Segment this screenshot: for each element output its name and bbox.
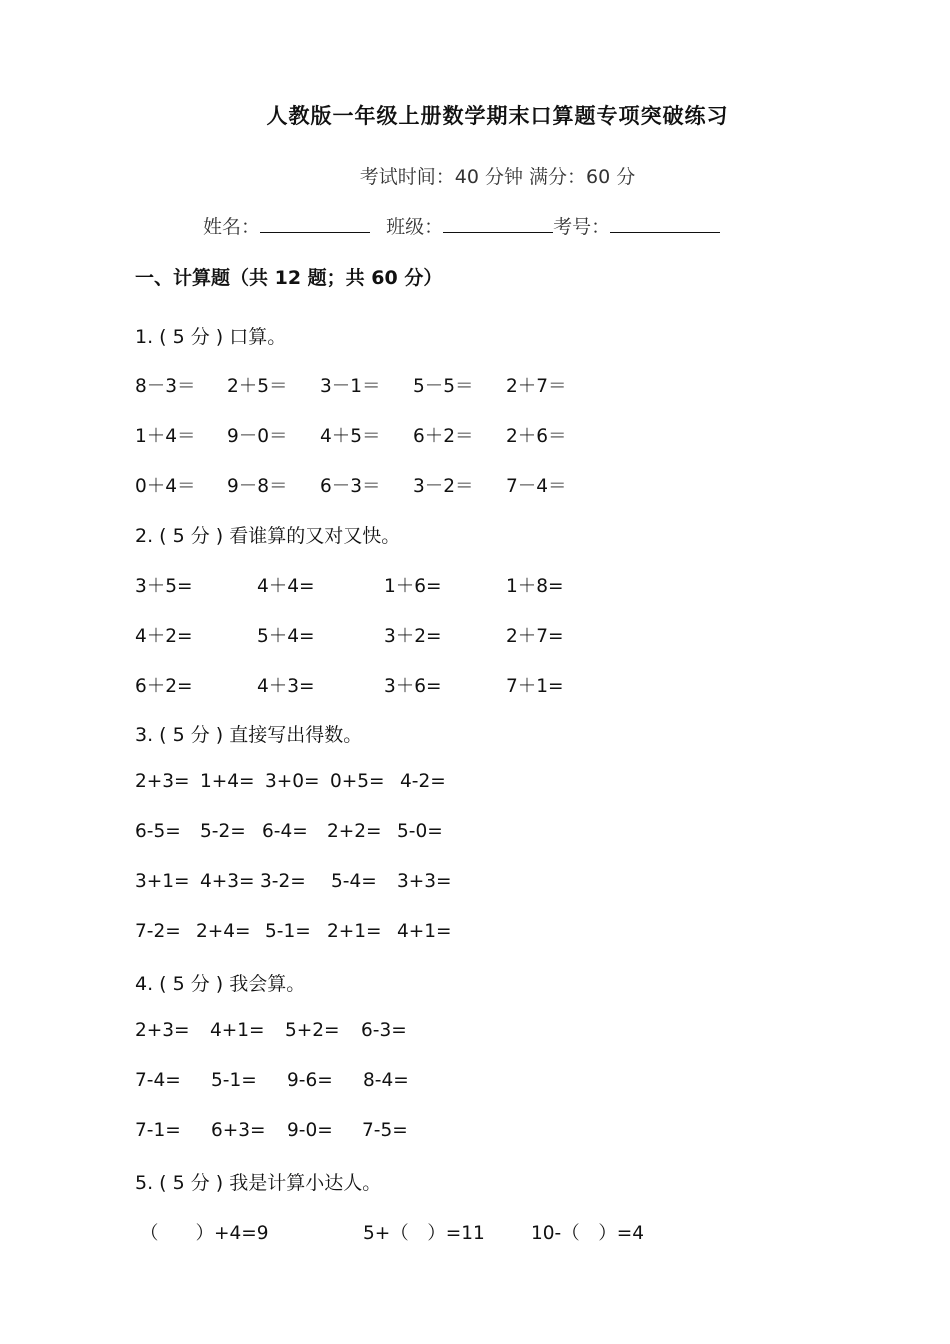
problem: 2+1=	[327, 921, 382, 942]
page-title: 人教版一年级上册数学期末口算题专项突破练习	[266, 104, 729, 128]
question-5-label: 5. ( 5 分 ) 我是计算小达人。	[135, 1172, 382, 1194]
problem: 5－5＝	[413, 376, 474, 397]
problem: 3＋5=	[135, 576, 193, 597]
problem: 2＋7=	[506, 626, 564, 647]
problem: 5-1=	[265, 921, 311, 942]
student-info-fields	[203, 212, 730, 239]
problem: 4+3=	[200, 871, 255, 892]
problem: 3+3=	[397, 871, 452, 892]
problem: （ ）+4=9	[140, 1223, 269, 1244]
problem: 4+1=	[210, 1020, 265, 1041]
problem: 4+1=	[397, 921, 452, 942]
problem: 7-4=	[135, 1070, 181, 1091]
exam-number-blank[interactable]	[610, 214, 720, 233]
problem: 3－1＝	[320, 376, 381, 397]
name-blank[interactable]	[260, 214, 370, 233]
problem: 2+3=	[135, 771, 190, 792]
problem: 2＋5＝	[227, 376, 288, 397]
problem: 9－8＝	[227, 476, 288, 497]
question-3-label: 3. ( 5 分 ) 直接写出得数。	[135, 724, 363, 746]
question-1-label: 1. ( 5 分 ) 口算。	[135, 326, 287, 348]
problem: 5-1=	[211, 1070, 257, 1091]
problem: 6-5=	[135, 821, 181, 842]
problem: 5-0=	[397, 821, 443, 842]
problem: 1＋8=	[506, 576, 564, 597]
problem: 9-6=	[287, 1070, 333, 1091]
problem: 6-3=	[361, 1020, 407, 1041]
problem: 9－0＝	[227, 426, 288, 447]
problem: 3+1=	[135, 871, 190, 892]
question-2-label: 2. ( 5 分 ) 看谁算的又对又快。	[135, 525, 401, 547]
problem: 4＋3=	[257, 676, 315, 697]
problem: 7＋1=	[506, 676, 564, 697]
problem: 7-5=	[362, 1120, 408, 1141]
exam-info: 考试时间：40 分钟 满分：60 分	[359, 166, 636, 188]
problem: 2＋6＝	[506, 426, 567, 447]
class-blank[interactable]	[443, 214, 553, 233]
problem: 3＋6=	[384, 676, 442, 697]
problem: 4＋4=	[257, 576, 315, 597]
problem: 1＋6=	[384, 576, 442, 597]
name-label: 姓名：	[203, 216, 261, 238]
problem: 5＋4=	[257, 626, 315, 647]
problem: 6－3＝	[320, 476, 381, 497]
problem: 5+（ ）=11	[363, 1223, 485, 1244]
exam-number-label: 考号：	[553, 216, 611, 238]
problem: 6＋2＝	[413, 426, 474, 447]
problem: 6＋2=	[135, 676, 193, 697]
problem: 3-2=	[260, 871, 306, 892]
problem: 3+0=	[265, 771, 320, 792]
problem: 7-2=	[135, 921, 181, 942]
problem: 3＋2=	[384, 626, 442, 647]
problem: 4＋5＝	[320, 426, 381, 447]
problem: 7－4＝	[506, 476, 567, 497]
problem: 8－3＝	[135, 376, 196, 397]
problem: 6+3=	[211, 1120, 266, 1141]
problem: 2+3=	[135, 1020, 190, 1041]
problem: 9-0=	[287, 1120, 333, 1141]
problem: 0＋4＝	[135, 476, 196, 497]
section-heading: 一、计算题（共 12 题；共 60 分）	[135, 267, 443, 289]
problem: 5-2=	[200, 821, 246, 842]
problem: 1+4=	[200, 771, 255, 792]
problem: 7-1=	[135, 1120, 181, 1141]
problem: 2+4=	[196, 921, 251, 942]
problem: 3－2＝	[413, 476, 474, 497]
problem: 10-（ ）=4	[531, 1223, 644, 1244]
problem: 6-4=	[262, 821, 308, 842]
problem: 8-4=	[363, 1070, 409, 1091]
problem: 5+2=	[285, 1020, 340, 1041]
problem: 4＋2=	[135, 626, 193, 647]
question-4-label: 4. ( 5 分 ) 我会算。	[135, 973, 306, 995]
problem: 1＋4＝	[135, 426, 196, 447]
problem: 4-2=	[400, 771, 446, 792]
problem: 2+2=	[327, 821, 382, 842]
problem: 5-4=	[331, 871, 377, 892]
problem: 2＋7＝	[506, 376, 567, 397]
class-label: 班级：	[386, 216, 444, 238]
problem: 0+5=	[330, 771, 385, 792]
